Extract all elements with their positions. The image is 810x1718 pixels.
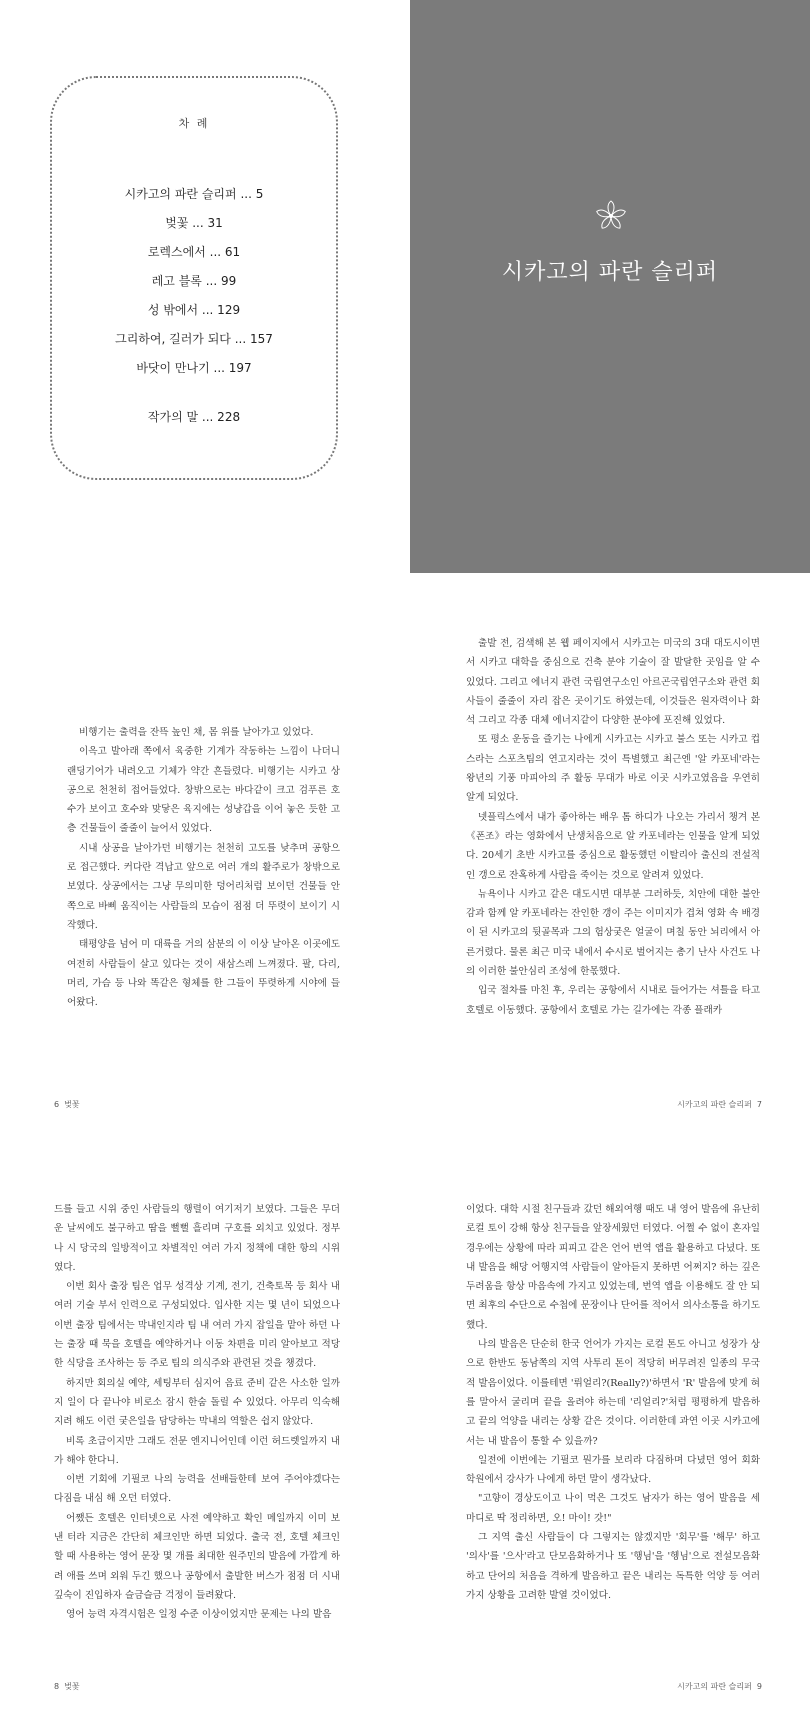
page-8-body (54, 1200, 340, 1625)
toc-item[interactable] (52, 301, 336, 318)
folio (54, 1681, 80, 1692)
running-title: 시카고의 파란 슬리퍼 (677, 1682, 752, 1691)
paragraph: 비록 초급이지만 그래도 전문 엔지니어인데 이런 허드렛일까지 내가 해야 한다니. (54, 1435, 340, 1466)
running-title: 벚꽃 (64, 1100, 80, 1109)
toc-item-page: ... 129 (201, 303, 241, 317)
paragraph: 시내 상공을 날아가던 비행기는 천천히 고도를 낮추며 공항으로 접근했다. 커다란 격납고 앞으로 여러 개의 활주로가 창밖으로 보였다. 상공에서는 그냥 무의미한 덩어리처럼 보이던 건물들 안쪽으로 바삐 움직이는 사람들의 모습이 점점 더 뚜렷이 보이기 시작했다. (67, 842, 340, 931)
paragraph: 드를 들고 시위 중인 사람들의 행렬이 여기저기 보였다. 그들은 무더운 날씨에도 불구하고 땀을 뻘뻘 흘리며 구호를 외치고 있었다. 정부나 시 당국의 일방적이고 차별적인 여러 가지 정책에 대한 항의 시위였다. (54, 1204, 340, 1273)
paragraph: 이윽고 발아래 쪽에서 육중한 기계가 작동하는 느낌이 나더니 랜딩기어가 내려오고 기체가 약간 흔들렸다. 비행기는 시카고 상공으로 천천히 접어들었다. 창밖으로는 바다같이 크고 검푸른 호수가 보이고 호수와 맞닿은 육지에는 성냥갑을 이어 놓은 듯한 고층 건물들이 줄줄이 늘어서 있었다. (67, 746, 340, 835)
folio (677, 1099, 762, 1110)
flower-icon (593, 198, 629, 234)
paragraph: 비행기는 출력을 잔뜩 높인 채, 몸 위를 날아가고 있었다. (79, 727, 314, 738)
page-number: 7 (756, 1100, 762, 1109)
toc-item-label: 로렉스에서 (147, 245, 206, 259)
chapter-opener-panel (410, 0, 810, 573)
toc-item-label: 레고 블록 (151, 274, 202, 288)
paragraph: 영어 능력 자격시험은 일정 수준 이상이었지만 문제는 나의 발음 (66, 1609, 332, 1621)
toc-item-label: 시카고의 파란 슬리퍼 (124, 187, 237, 201)
running-title: 벚꽃 (64, 1682, 80, 1691)
toc-item[interactable] (52, 272, 336, 289)
toc-item[interactable] (52, 359, 336, 376)
paragraph: 하지만 회의실 예약, 세팅부터 심지어 음료 준비 같은 사소한 일까지 일이 다 끝나야 비로소 잠시 한숨 돌릴 수 있었다. 아무리 익숙해지려 해도 이런 궂은일을 담당하는 막내의 역할은 쉽지 않았다. (54, 1377, 340, 1428)
running-title: 시카고의 파란 슬리퍼 (677, 1100, 752, 1109)
paragraph: 이번 회사 출장 팀은 업무 성격상 기계, 전기, 건축토목 등 회사 내 여러 기술 부서 인력으로 구성되었다. 입사한 지는 몇 년이 되었으나 이번 출장 팀에서는 막내인지라 팀 내 여러 가지 잡일을 맡아 하던 나는 출장 때 묵을 호텔을 예약하거나 이동 차편을 미리 알아보고 적당한 식당을 조사하는 등 주로 팀의 의식주와 관련된 것을 챙겼다. (54, 1281, 340, 1370)
toc-item-label: 바닷이 만나기 (136, 361, 210, 375)
toc-item-page: ... 157 (234, 332, 273, 346)
page-number: 8 (54, 1682, 60, 1691)
paragraph: 태평양을 넘어 미 대륙을 거의 삼분의 이 이상 날아온 이곳에도 여전히 사람들이 살고 있다는 것이 새삼스레 느껴졌다. 팔, 다리, 머리, 가슴 등 나와 똑같은 형체를 한 그들이 뚜렷하게 시야에 들어왔다. (67, 939, 340, 1009)
paragraph: 출발 전, 검색해 본 웹 페이지에서 시카고는 미국의 3대 대도시이면서 시카고 대학을 중심으로 건축 분야 기술이 잘 발달한 곳임을 알 수 있었다. 그리고 에너지 관련 국립연구소인 아르곤국립연구소와 관련 회사들이 줄줄이 자리 잡은 곳이기도 하였는데, 이것들은 원자력이나 화석 그리고 각종 대체 에너지같이 다양한 분야에 포진해 있었다. (466, 638, 760, 727)
paragraph: "고향이 경상도이고 나이 먹은 그것도 남자가 하는 영어 발음을 세 마디로 딱 정리하면, 오! 마이! 갓!" (466, 1493, 760, 1524)
toc-item[interactable] (52, 330, 336, 347)
paragraph: 어쨌든 호텔은 인터넷으로 사전 예약하고 확인 메일까지 이미 보낸 터라 지금은 간단히 체크인만 하면 되었다. 출국 전, 호텔 체크인할 때 사용하는 영어 문장 몇 개를 최대한 원주민의 발음에 가깝게 하려 애를 쓰며 외워 두긴 했으나 공항에서 출발한 버스가 점점 더 시내 깊숙이 진입하자 슬금슬금 걱정이 들려왔다. (54, 1512, 340, 1601)
toc-item-page: ... 61 (209, 245, 241, 259)
paragraph: 또 평소 운동을 즐기는 나에게 시카고는 시카고 불스 또는 시카고 컵스라는 스포츠팀의 연고지라는 것이 특별했고 최근엔 '알 카포네'라는 왕년의 기풍 마피아의 주 활동 무대가 바로 이곳 시카고였음을 우연히 알게 되었다. (466, 734, 760, 804)
toc-heading: 차 례 (178, 117, 210, 130)
paragraph: 일전에 이번에는 기필코 뭔가를 보리라 다짐하며 다녔던 영어 회화 학원에서 강사가 나에게 하던 말이 생각났다. (466, 1454, 760, 1486)
toc-item-label: 작가의 말 (147, 410, 199, 424)
paragraph: 뉴욕이나 시카고 같은 대도시면 대부분 그러하듯, 치안에 대한 불안감과 함께 알 카포네라는 잔인한 갱이 주는 이미지가 겹쳐 영화 속 배경이 된 시카고의 뒷골목과 그의 험상궂은 얼굴이 며칠 동안 뇌리에서 아른거렸다. 물론 최근 미국 내에서 수시로 벌어지는 총기 난사 사건도 나의 이러한 불안심리 조성에 한몫했다. (466, 888, 760, 978)
toc-item-label: 성 밖에서 (147, 303, 199, 317)
toc-item[interactable] (52, 408, 336, 425)
paragraph: 입국 절차를 마친 후, 우리는 공항에서 시내로 들어가는 셔틀을 타고 호텔로 이동했다. 공항에서 호텔로 가는 길가에는 각종 플래카 (466, 985, 760, 1016)
toc-item-label: 벚꽃 (165, 216, 189, 230)
folio (54, 1099, 80, 1110)
paragraph: 이었다. 대학 시절 친구들과 갔던 해외여행 때도 내 영어 발음에 유난히 로컬 토이 강해 항상 친구들을 앞장세웠던 터였다. 어쩔 수 없이 혼자일 경우에는 상황에 따라 피피고 같은 언어 번역 앱을 활용하고 다녔다. 또 내 발음을 해당 어행지역 사람들이 알아듣지 못하면 어쩌지? 하는 깊은 두려움을 항상 마음속에 가지고 있었는데, 번역 앱을 이용해도 잘 안 되면 최후의 수단으로 수첩에 문장이나 단어를 적어서 의사소통을 하기도 했다. (466, 1204, 760, 1331)
toc-item-page: ... 197 (213, 361, 252, 375)
chapter-title: 시카고의 파란 슬리퍼 (501, 260, 719, 285)
toc-item-page: ... 31 (192, 216, 223, 230)
toc-item[interactable] (52, 243, 336, 260)
table-of-contents (50, 76, 338, 480)
paragraph: 이번 기회에 기필코 나의 능력을 선배들한테 보여 주어야겠다는 다짐을 내심 해 오던 터였다. (54, 1474, 340, 1505)
page-6-body (67, 723, 340, 1012)
toc-item-page: ... 228 (201, 410, 241, 424)
paragraph: 그 지역 출신 사람들이 다 그렇지는 않겠지만 '회무'를 '해무' 하고 '의사'를 '으사'라고 단모음화하거나 또 '행님'을 '헹님'으로 전설모음화하고 단어의 처음을 격하게 발음하고 끝은 내리는 독특한 억양 등 여러 가지 상황을 고려한 발열 것이었다. (466, 1532, 760, 1601)
page-number: 6 (54, 1100, 60, 1109)
toc-item-page: ... 5 (240, 187, 264, 201)
toc-item[interactable] (52, 185, 336, 202)
page-9-body (466, 1200, 760, 1605)
page-7-body (466, 634, 760, 1020)
folio (677, 1681, 762, 1692)
toc-item-page: ... 99 (205, 274, 237, 288)
paragraph: 넷플릭스에서 내가 좋아하는 배우 톰 하디가 나오는 가리서 챙겨 본 《폰조》라는 영화에서 난생처음으로 알 카포네라는 인물을 알게 되었다. 20세기 초반 시카고를 중심으로 활동했던 이탈리아 출신의 전설적인 갱으로 잔혹하게 사람을 죽이는 것으로 알려져 있었다. (466, 811, 760, 881)
toc-item-label: 그리하여, 길러가 되다 (115, 332, 231, 346)
paragraph: 나의 발음은 단순히 한국 언어가 가지는 로컬 톤도 아니고 성장가 상으로 한반도 동남쪽의 지역 사투리 톤이 적당히 버무려진 일종의 무국적 발음이었다. 이를테면 '뤼얼리?(Really?)'하면서 'R' 발음에 맞게 혀를 말아서 굴리며 끝을 올려야 하는데 '리얼리?'처럼 평평하게 발음하고 끝의 억양을 내리는 상황 같은 것이다. 이러한데 과연 이곳 시카고에서는 내 발음이 통할 수 있을까? (466, 1339, 761, 1447)
page-number: 9 (756, 1682, 762, 1691)
toc-item[interactable] (52, 214, 336, 231)
